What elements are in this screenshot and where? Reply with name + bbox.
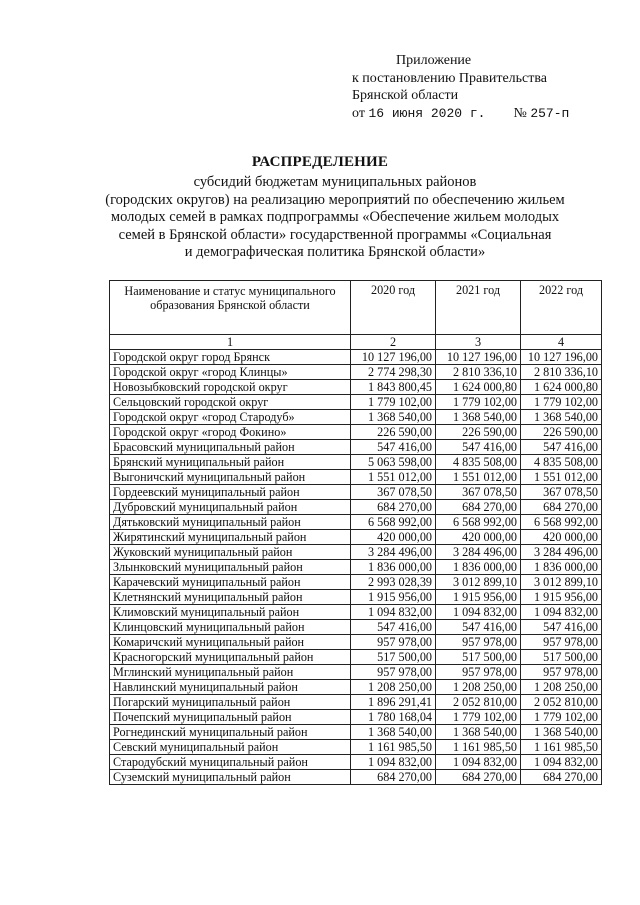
municipality-name: Мглинский муниципальный район [110,665,351,680]
municipality-name: Севский муниципальный район [110,740,351,755]
value-2020: 1 915 956,00 [351,590,436,605]
municipality-name: Дубровский муниципальный район [110,500,351,515]
value-2022: 547 416,00 [521,440,602,455]
value-2022: 1 779 102,00 [521,710,602,725]
table-row [110,635,602,650]
table-header-row [110,281,602,335]
municipality-name: Красногорский муниципальный район [110,650,351,665]
table-row [110,515,602,530]
value-2021: 684 270,00 [436,770,521,785]
municipality-name: Новозыбковский городской округ [110,380,351,395]
value-2020: 1 896 291,41 [351,695,436,710]
municipality-name: Суземский муниципальный район [110,770,351,785]
table-row [110,755,602,770]
header-2022: 2022 год [521,281,602,335]
value-2022: 957 978,00 [521,635,602,650]
table-row [110,680,602,695]
value-2022: 2 052 810,00 [521,695,602,710]
value-2020: 1 368 540,00 [351,725,436,740]
index-cell: 2 [351,335,436,350]
value-2021: 1 094 832,00 [436,755,521,770]
value-2022: 1 915 956,00 [521,590,602,605]
municipality-name: Выгоничский муниципальный район [110,470,351,485]
value-2021: 1 779 102,00 [436,710,521,725]
municipality-name: Климовский муниципальный район [110,605,351,620]
value-2021: 684 270,00 [436,500,521,515]
value-2020: 1 208 250,00 [351,680,436,695]
value-2020: 1 780 168,04 [351,710,436,725]
table-row [110,575,602,590]
municipality-name: Навлинский муниципальный район [110,680,351,695]
value-2020: 3 284 496,00 [351,545,436,560]
table-row [110,545,602,560]
table-row [110,500,602,515]
value-2020: 226 590,00 [351,425,436,440]
municipality-name: Клинцовский муниципальный район [110,620,351,635]
number-prefix: № [513,105,527,121]
value-2022: 4 835 508,00 [521,455,602,470]
value-2022: 420 000,00 [521,530,602,545]
index-cell: 1 [110,335,351,350]
value-2021: 1 161 985,50 [436,740,521,755]
value-2022: 1 779 102,00 [521,395,602,410]
value-2020: 1 779 102,00 [351,395,436,410]
value-2022: 1 624 000,80 [521,380,602,395]
value-2021: 4 835 508,00 [436,455,521,470]
value-2022: 6 568 992,00 [521,515,602,530]
value-2022: 1 161 985,50 [521,740,602,755]
table-row [110,695,602,710]
table-row [110,410,602,425]
table-index-row [110,335,602,350]
value-2021: 10 127 196,00 [436,350,521,365]
value-2021: 1 368 540,00 [436,725,521,740]
value-2022: 10 127 196,00 [521,350,602,365]
value-2020: 547 416,00 [351,440,436,455]
municipality-name: Почепский муниципальный район [110,710,351,725]
resolution-date: 16 июня 2020 г. [368,105,486,121]
value-2022: 1 836 000,00 [521,560,602,575]
table-row [110,425,602,440]
table-row [110,560,602,575]
value-2022: 367 078,50 [521,485,602,500]
municipality-name: Городской округ «город Стародуб» [110,410,351,425]
value-2020: 1 836 000,00 [351,560,436,575]
value-2022: 1 094 832,00 [521,755,602,770]
municipality-name: Дятьковский муниципальный район [110,515,351,530]
value-2020: 1 161 985,50 [351,740,436,755]
value-2022: 226 590,00 [521,425,602,440]
subtitle-line: семей в Брянской области» государственной программы «Социальная [118,226,552,243]
value-2020: 10 127 196,00 [351,350,436,365]
header-2020: 2020 год [351,281,436,335]
table-body [110,350,602,785]
municipality-name: Гордеевский муниципальный район [110,485,351,500]
value-2022: 3 284 496,00 [521,545,602,560]
table-row [110,440,602,455]
municipality-name: Городской округ город Брянск [110,350,351,365]
value-2022: 1 368 540,00 [521,410,602,425]
value-2021: 1 624 000,80 [436,380,521,395]
value-2021: 367 078,50 [436,485,521,500]
value-2021: 957 978,00 [436,665,521,680]
municipality-name: Клетнянский муниципальный район [110,590,351,605]
resolution-number [513,105,569,123]
value-2021: 1 551 012,00 [436,470,521,485]
distribution-table [109,280,602,785]
value-2020: 5 063 598,00 [351,455,436,470]
table-row [110,350,602,365]
value-2020: 1 368 540,00 [351,410,436,425]
value-2021: 3 284 496,00 [436,545,521,560]
municipality-name: Злынковский муниципальный район [110,560,351,575]
subtitle-line: и демографическая политика Брянской области» [184,244,486,261]
municipality-name: Стародубский муниципальный район [110,755,351,770]
table-row [110,740,602,755]
appendix-resolution-line: к постановлению Правительства [352,70,548,86]
table-row [110,470,602,485]
municipality-name: Рогнединский муниципальный район [110,725,351,740]
value-2021: 3 012 899,10 [436,575,521,590]
municipality-name: Погарский муниципальный район [110,695,351,710]
value-2022: 1 094 832,00 [521,605,602,620]
table-row [110,665,602,680]
value-2021: 547 416,00 [436,620,521,635]
value-2021: 957 978,00 [436,635,521,650]
value-2021: 517 500,00 [436,650,521,665]
municipality-name: Комаричский муниципальный район [110,635,351,650]
date-prefix: от [352,105,365,121]
value-2020: 1 551 012,00 [351,470,436,485]
value-2020: 684 270,00 [351,770,436,785]
value-2020: 420 000,00 [351,530,436,545]
table-row [110,710,602,725]
header-name: Наименование и статус муниципального образования Брянской области [110,281,351,335]
document-subtitle [100,174,570,262]
table-row [110,605,602,620]
value-2021: 2 810 336,10 [436,365,521,380]
value-2021: 2 052 810,00 [436,695,521,710]
value-2022: 1 551 012,00 [521,470,602,485]
value-2022: 517 500,00 [521,650,602,665]
value-2022: 1 208 250,00 [521,680,602,695]
subtitle-line: (городских округов) на реализацию мероприятий по обеспечению жильем [105,191,565,208]
value-2020: 1 094 832,00 [351,755,436,770]
value-2022: 2 810 336,10 [521,365,602,380]
subtitle-line: молодых семей в рамках подпрограммы «Обеспечение жильем молодых [110,209,560,226]
table-row [110,725,602,740]
value-2021: 1 915 956,00 [436,590,521,605]
value-2020: 2 993 028,39 [351,575,436,590]
table-row [110,590,602,605]
appendix-heading: Приложение [396,53,472,68]
value-2020: 547 416,00 [351,620,436,635]
value-2022: 547 416,00 [521,620,602,635]
municipality-name: Городской округ «город Клинцы» [110,365,351,380]
table-row [110,770,602,785]
table-row [110,455,602,470]
value-2020: 1 843 800,45 [351,380,436,395]
appendix-date-row [352,105,622,123]
value-2020: 957 978,00 [351,665,436,680]
municipality-name: Карачевский муниципальный район [110,575,351,590]
table-row [110,395,602,410]
value-2020: 1 094 832,00 [351,605,436,620]
table-row [110,530,602,545]
value-2022: 684 270,00 [521,500,602,515]
appendix-region-line: Брянской области [352,88,459,103]
subtitle-line: субсидий бюджетам муниципальных районов [193,174,477,190]
table-row [110,380,602,395]
value-2021: 1 836 000,00 [436,560,521,575]
value-2020: 2 774 298,30 [351,365,436,380]
municipality-name: Сельцовский городской округ [110,395,351,410]
value-2022: 684 270,00 [521,770,602,785]
value-2021: 6 568 992,00 [436,515,521,530]
header-2021: 2021 год [436,281,521,335]
value-2020: 367 078,50 [351,485,436,500]
value-2022: 1 368 540,00 [521,725,602,740]
value-2021: 1 094 832,00 [436,605,521,620]
value-2020: 517 500,00 [351,650,436,665]
document-title: РАСПРЕДЕЛЕНИЕ [251,154,389,170]
municipality-name: Жуковский муниципальный район [110,545,351,560]
value-2021: 420 000,00 [436,530,521,545]
municipality-name: Городской округ «город Фокино» [110,425,351,440]
index-cell: 4 [521,335,602,350]
table-row [110,650,602,665]
value-2021: 547 416,00 [436,440,521,455]
table-row [110,485,602,500]
value-2022: 957 978,00 [521,665,602,680]
municipality-name: Брянский муниципальный район [110,455,351,470]
value-2021: 1 208 250,00 [436,680,521,695]
value-2022: 3 012 899,10 [521,575,602,590]
value-2020: 6 568 992,00 [351,515,436,530]
value-2020: 684 270,00 [351,500,436,515]
municipality-name: Жирятинский муниципальный район [110,530,351,545]
value-2021: 1 368 540,00 [436,410,521,425]
index-cell: 3 [436,335,521,350]
value-2021: 226 590,00 [436,425,521,440]
number-value: 257-п [530,105,570,121]
value-2020: 957 978,00 [351,635,436,650]
appendix-block [352,52,622,122]
municipality-name: Брасовский муниципальный район [110,440,351,455]
table-row [110,620,602,635]
value-2021: 1 779 102,00 [436,395,521,410]
table-row [110,365,602,380]
